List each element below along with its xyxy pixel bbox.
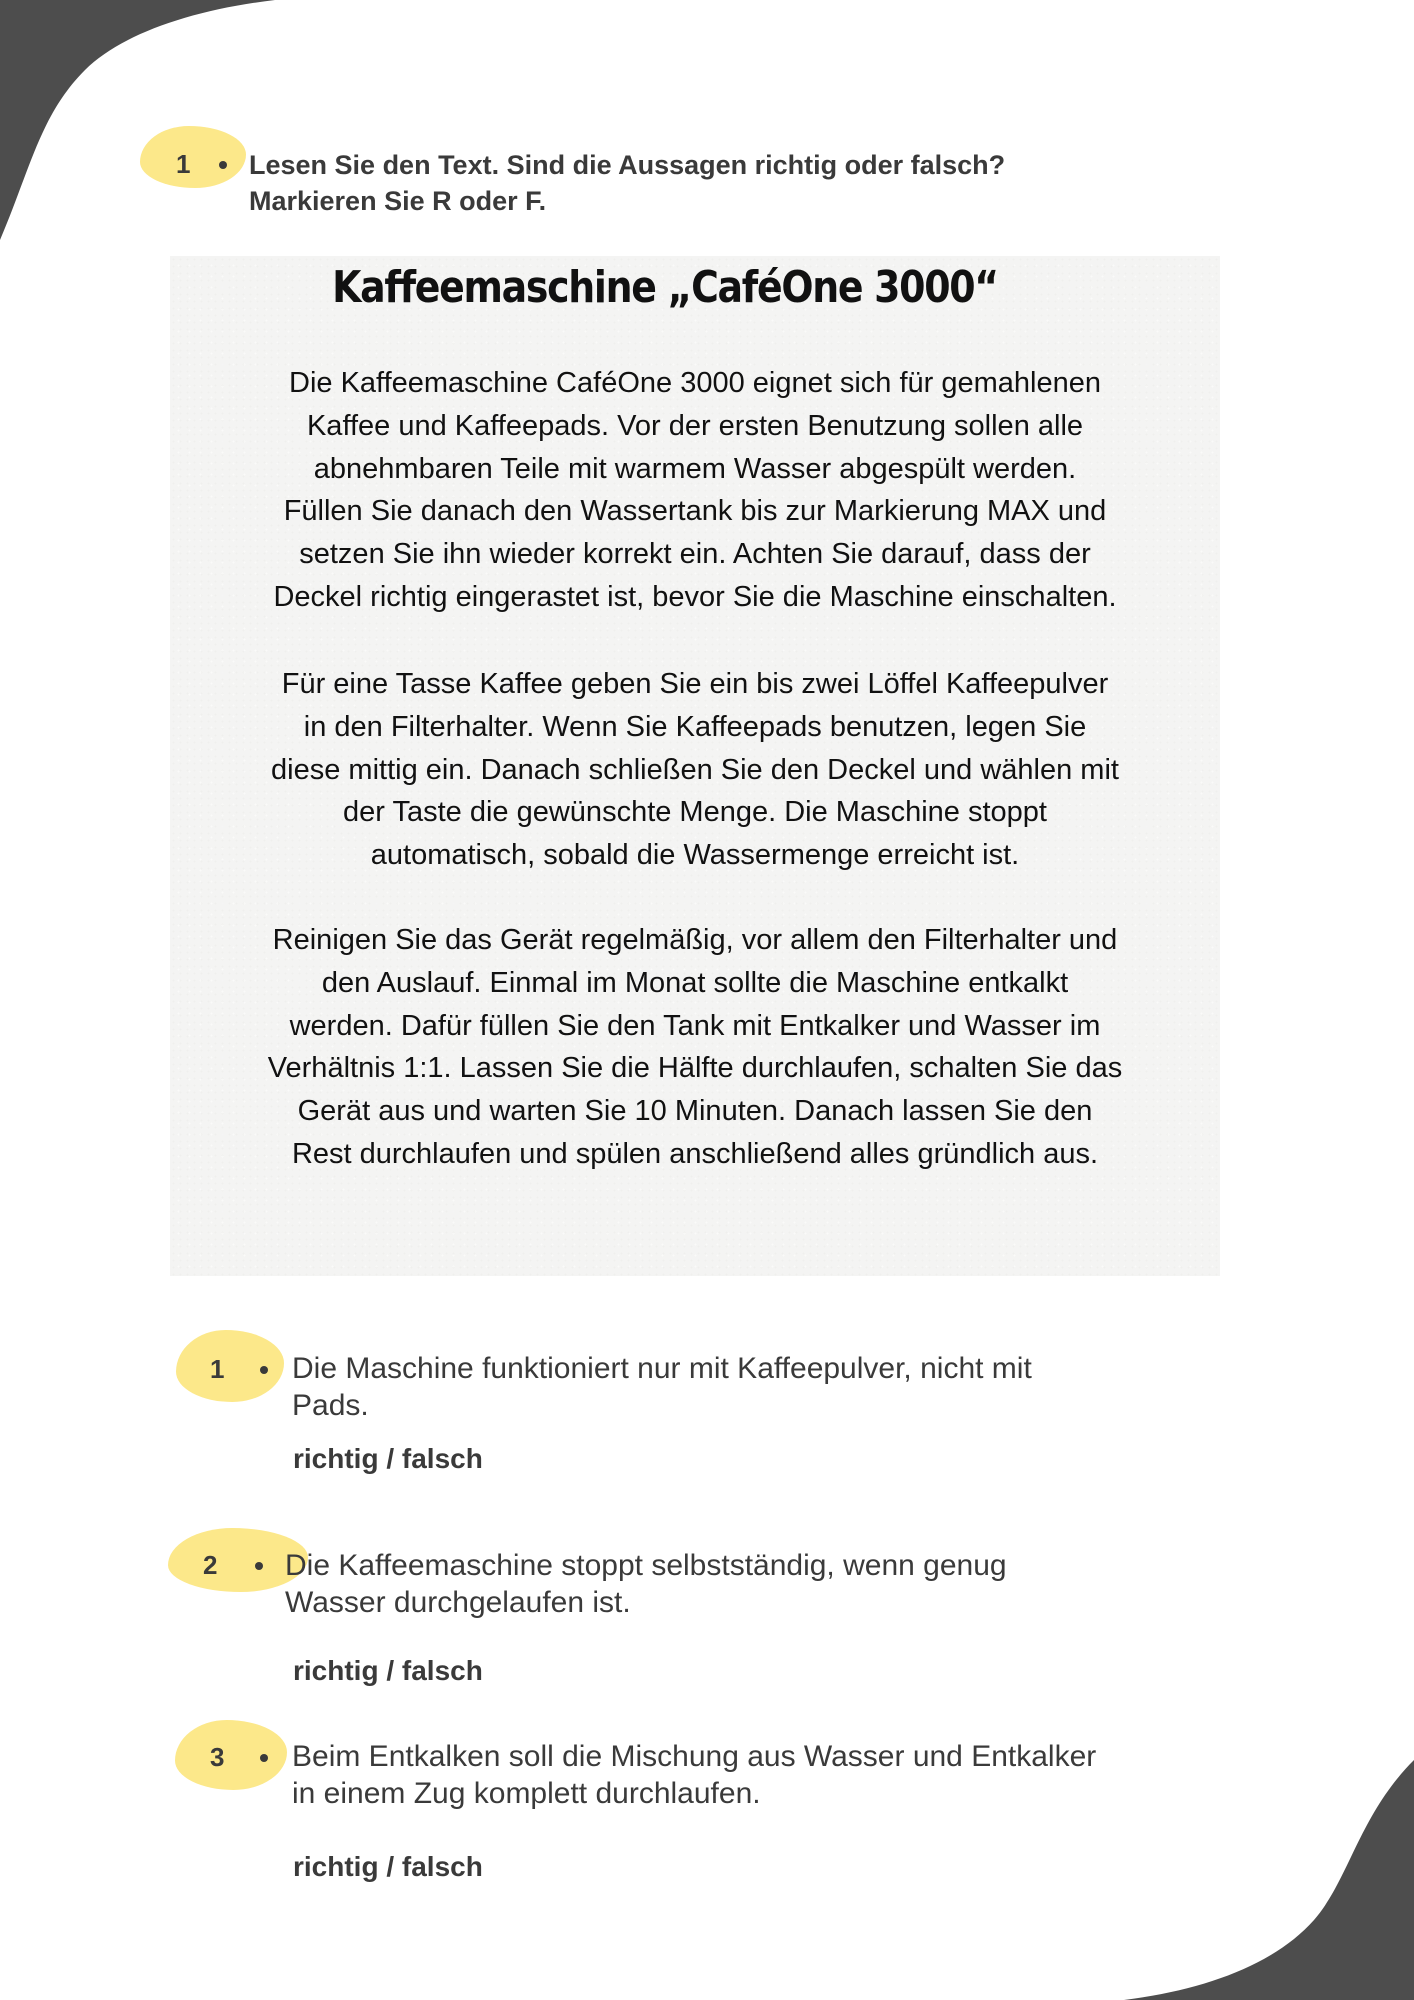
text-line: Verhältnis 1:1. Lassen Sie die Hälfte durchlaufen, schalten Sie das bbox=[267, 1052, 1123, 1085]
text-line: Deckel richtig eingerastet ist, bevor Sie die Maschine einschalten. bbox=[273, 580, 1117, 613]
text-paragraph bbox=[170, 663, 1220, 877]
text-paragraph bbox=[170, 362, 1220, 619]
bullet-icon bbox=[255, 1562, 263, 1570]
corner-shape-bottom-right bbox=[1124, 1760, 1414, 2000]
task-number: 1 bbox=[176, 149, 191, 179]
text-line: diese mittig ein. Danach schließen Sie den Deckel und wählen mit bbox=[271, 753, 1119, 786]
instruction-line: Markieren Sie R oder F. bbox=[249, 186, 547, 216]
text-line: Reinigen Sie das Gerät regelmäßig, vor allem den Filterhalter und bbox=[272, 924, 1118, 956]
text-line: in den Filterhalter. Wenn Sie Kaffeepads benutzen, legen Sie bbox=[303, 710, 1087, 743]
statement-line: Die Kaffeemaschine stoppt selbstständig, wenn genug bbox=[285, 1549, 1007, 1582]
text-line: Füllen Sie danach den Wassertank bis zur Markierung MAX und bbox=[283, 495, 1107, 528]
statement-number: 1 bbox=[210, 1354, 225, 1384]
instruction-line: Lesen Sie den Text. Sind die Aussagen richtig oder falsch? bbox=[249, 150, 1006, 180]
statement-line: in einem Zug komplett durchlaufen. bbox=[292, 1777, 761, 1810]
text-line: Die Kaffeemaschine CaféOne 3000 eignet sich für gemahlenen bbox=[289, 367, 1101, 399]
highlight-marker bbox=[176, 1330, 284, 1402]
answer-option[interactable]: richtig / falsch bbox=[293, 1655, 483, 1686]
statement-line: Beim Entkalken soll die Mischung aus Wasser und Entkalker bbox=[292, 1740, 1097, 1773]
statement-number: 3 bbox=[210, 1742, 225, 1772]
text-line: werden. Dafür füllen Sie den Tank mit Entkalker und Wasser im bbox=[289, 1009, 1101, 1042]
statement-number: 2 bbox=[203, 1550, 218, 1580]
reading-text-box bbox=[170, 256, 1220, 1276]
text-line: Für eine Tasse Kaffee geben Sie ein bis zwei Löffel Kaffeepulver bbox=[281, 668, 1109, 700]
text-line: der Taste die gewünschte Menge. Die Maschine stoppt bbox=[343, 796, 1047, 829]
statement-line: Die Maschine funktioniert nur mit Kaffeepulver, nicht mit bbox=[292, 1352, 1032, 1385]
text-paragraph bbox=[170, 919, 1220, 1176]
task-instruction bbox=[249, 147, 1149, 219]
bullet-icon bbox=[260, 1754, 268, 1762]
highlight-marker bbox=[140, 126, 246, 188]
text-line: Gerät aus und warten Sie 10 Minuten. Danach lassen Sie den bbox=[297, 1095, 1093, 1128]
text-line: abnehmbaren Teile mit warmem Wasser abgespült werden. bbox=[313, 452, 1077, 485]
statement-line: Wasser durchgelaufen ist. bbox=[285, 1586, 631, 1619]
text-line: automatisch, sobald die Wassermenge erreicht ist. bbox=[370, 839, 1020, 872]
statement-text bbox=[285, 1547, 1007, 1621]
bullet-icon bbox=[219, 161, 227, 169]
answer-option[interactable]: richtig / falsch bbox=[293, 1443, 483, 1474]
answer-option[interactable]: richtig / falsch bbox=[293, 1851, 483, 1882]
text-line: setzen Sie ihn wieder korrekt ein. Achten Sie darauf, dass der bbox=[299, 538, 1091, 571]
corner-shape-top-left bbox=[0, 0, 290, 250]
statement-text bbox=[292, 1738, 1096, 1812]
text-line: den Auslauf. Einmal im Monat sollte die Maschine entkalkt bbox=[321, 966, 1069, 999]
text-line: Rest durchlaufen und spülen anschließend alles gründlich aus. bbox=[291, 1137, 1099, 1170]
text-title: Kaffeemaschine „CaféOne 3000“ bbox=[332, 262, 998, 313]
statement-line: Pads. bbox=[292, 1389, 369, 1422]
statement-text bbox=[292, 1350, 1032, 1424]
highlight-marker bbox=[175, 1720, 287, 1790]
bullet-icon bbox=[260, 1366, 268, 1374]
text-line: Kaffee und Kaffeepads. Vor der ersten Benutzung sollen alle bbox=[306, 409, 1084, 442]
